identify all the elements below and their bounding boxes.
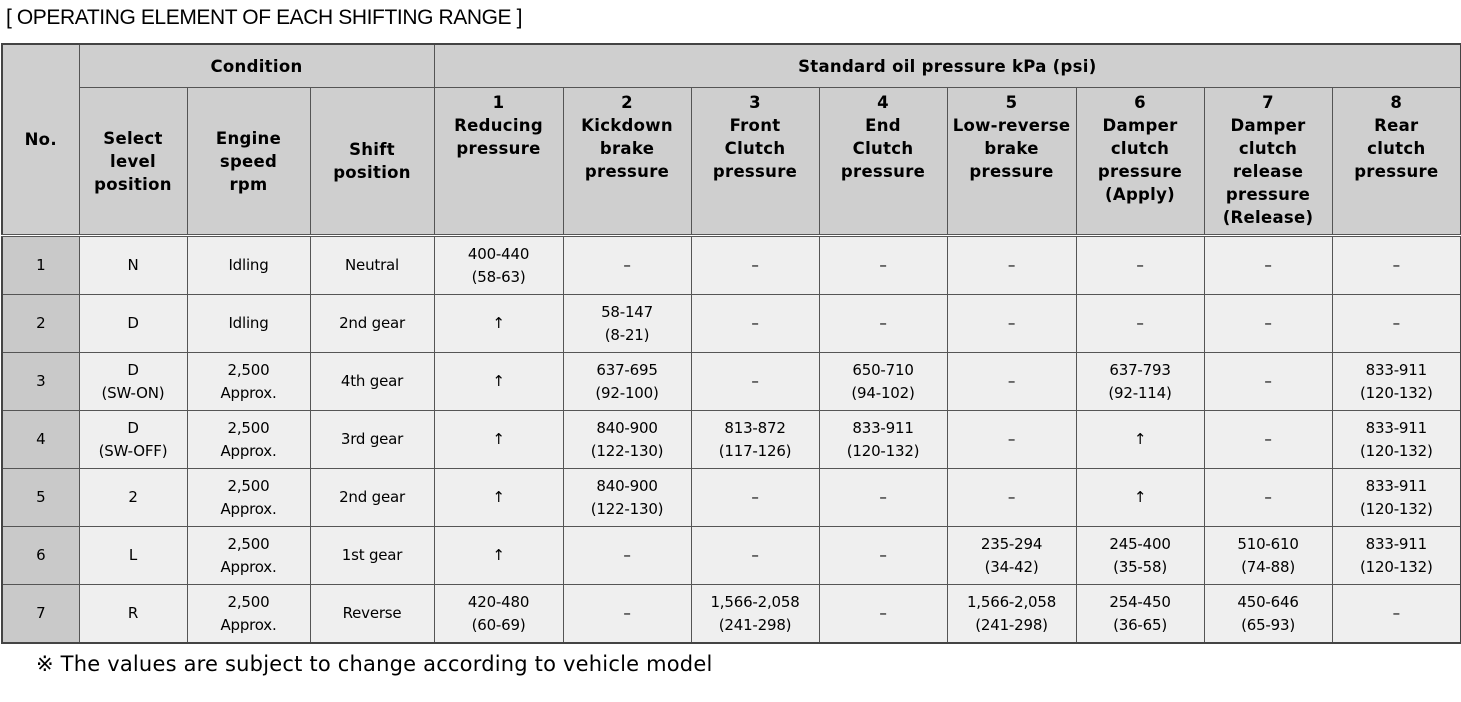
cell-line: (122-130)	[590, 441, 664, 460]
front-clutch-pressure-cell	[691, 469, 819, 527]
cell-line: Idling	[228, 256, 269, 274]
kickdown-brake-pressure-cell	[563, 469, 691, 527]
shift-position-cell: 2nd gear	[310, 469, 434, 527]
damper-clutch-apply-pressure-cell	[1076, 469, 1204, 527]
damper-clutch-release-pressure-cell	[1204, 295, 1332, 353]
row-number: 7	[2, 585, 79, 644]
rear-clutch-pressure-cell	[1332, 469, 1461, 527]
damper-clutch-apply-pressure-cell	[1076, 411, 1204, 469]
front-clutch-pressure-cell	[691, 527, 819, 585]
select-level-position-cell	[79, 236, 187, 295]
cell-line: Clutch	[852, 139, 914, 158]
cell-line: –	[1264, 430, 1272, 448]
select-level-position-cell	[79, 585, 187, 644]
cell-line: (35-58)	[1113, 557, 1167, 576]
cell-line: –	[751, 488, 759, 506]
reducing-pressure-cell	[434, 353, 563, 411]
cell-line: (94-102)	[851, 383, 915, 402]
cell-line: 420-480	[467, 592, 530, 611]
shift-position-cell: 3rd gear	[310, 411, 434, 469]
low-reverse-brake-pressure-cell	[947, 411, 1076, 469]
cell-line: –	[1392, 314, 1400, 332]
cell-line: –	[751, 314, 759, 332]
end-clutch-pressure-cell	[819, 527, 947, 585]
cell-line: pressure	[840, 162, 926, 181]
header-condition: Condition	[79, 44, 434, 88]
header-end-clutch-pressure	[819, 88, 947, 236]
header-engine-speed	[187, 88, 310, 236]
engine-speed-cell	[187, 236, 310, 295]
cell-line: Rear	[1374, 116, 1419, 135]
damper-clutch-release-pressure-cell	[1204, 411, 1332, 469]
low-reverse-brake-pressure-cell	[947, 295, 1076, 353]
cell-line: 840-900	[596, 418, 658, 437]
cell-line: 637-695	[596, 360, 658, 379]
cell-line: brake	[984, 139, 1039, 158]
footnote: ※ The values are subject to change according to vehicle model	[36, 652, 713, 676]
cell-line: pressure	[584, 162, 670, 181]
cell-line: (117-126)	[718, 441, 792, 460]
cell-line: R	[127, 604, 139, 622]
reducing-pressure-cell	[434, 527, 563, 585]
kickdown-brake-pressure-cell	[563, 585, 691, 644]
cell-line: rpm	[229, 174, 268, 194]
kickdown-brake-pressure-cell	[563, 236, 691, 295]
reducing-pressure-cell	[434, 295, 563, 353]
table-row	[2, 469, 1461, 527]
damper-clutch-release-pressure-cell	[1204, 353, 1332, 411]
header-front-clutch-pressure	[691, 88, 819, 236]
cell-line: (92-114)	[1108, 383, 1172, 402]
cell-line: Approx.	[220, 441, 277, 460]
table-row	[2, 411, 1461, 469]
row-number: 2	[2, 295, 79, 353]
damper-clutch-apply-pressure-cell	[1076, 353, 1204, 411]
damper-clutch-apply-pressure-cell	[1076, 236, 1204, 295]
cell-line: 6	[1134, 93, 1146, 112]
cell-line: –	[879, 546, 887, 564]
engine-speed-cell	[187, 469, 310, 527]
rear-clutch-pressure-cell	[1332, 236, 1461, 295]
select-level-position-cell	[79, 411, 187, 469]
cell-line: pressure	[1354, 162, 1439, 181]
shift-position-cell: Reverse	[310, 585, 434, 644]
engine-speed-cell	[187, 353, 310, 411]
damper-clutch-apply-pressure-cell	[1076, 295, 1204, 353]
header-kickdown-brake-pressure	[563, 88, 691, 236]
cell-line: speed	[219, 151, 278, 171]
kickdown-brake-pressure-cell	[563, 527, 691, 585]
header-standard-oil-pressure: Standard oil pressure kPa (psi)	[434, 44, 1461, 88]
cell-line: 400-440	[467, 244, 530, 263]
rear-clutch-pressure-cell	[1332, 411, 1461, 469]
shift-position-cell: 4th gear	[310, 353, 434, 411]
cell-line: N	[127, 256, 139, 274]
cell-line: Shift	[349, 140, 395, 159]
shift-position-cell: Neutral	[310, 236, 434, 295]
cell-line: –	[1264, 256, 1272, 274]
cell-line: –	[1136, 256, 1144, 274]
engine-speed-cell	[187, 411, 310, 469]
select-level-position-cell	[79, 469, 187, 527]
cell-line: 2,500	[227, 418, 270, 437]
cell-line: pressure	[969, 162, 1054, 181]
cell-line: –	[1264, 314, 1272, 332]
low-reverse-brake-pressure-cell	[947, 353, 1076, 411]
cell-line: ↑	[492, 546, 505, 564]
cell-line: position	[333, 163, 411, 182]
cell-line: 254-450	[1109, 592, 1171, 611]
cell-line: –	[879, 256, 887, 274]
cell-line: 58-147	[601, 302, 653, 321]
end-clutch-pressure-cell	[819, 353, 947, 411]
cell-line: Approx.	[220, 557, 277, 576]
cell-line: 833-911	[1365, 534, 1427, 553]
cell-line: 2	[128, 488, 138, 506]
low-reverse-brake-pressure-cell	[947, 527, 1076, 585]
cell-line: Low-reverse	[952, 116, 1071, 135]
cell-line: 1,566-2,058	[966, 592, 1057, 611]
cell-line: position	[94, 174, 172, 194]
engine-speed-cell	[187, 295, 310, 353]
reducing-pressure-cell	[434, 411, 563, 469]
cell-line: ↑	[492, 372, 505, 390]
cell-line: 833-911	[1365, 418, 1427, 437]
cell-line: 637-793	[1109, 360, 1171, 379]
cell-line: ↑	[1133, 488, 1147, 506]
cell-line: ↑	[1133, 430, 1147, 448]
cell-line: –	[623, 256, 631, 274]
page-title: [ OPERATING ELEMENT OF EACH SHIFTING RANGE ]	[6, 6, 523, 29]
cell-line: 510-610	[1237, 534, 1299, 553]
row-number: 1	[2, 236, 79, 295]
cell-line: clutch	[1110, 139, 1170, 158]
cell-line: –	[879, 488, 887, 506]
reducing-pressure-cell	[434, 585, 563, 644]
end-clutch-pressure-cell	[819, 295, 947, 353]
cell-line: –	[1264, 372, 1272, 390]
row-number: 3	[2, 353, 79, 411]
cell-line: Approx.	[220, 383, 277, 402]
front-clutch-pressure-cell	[691, 585, 819, 644]
cell-line: (60-69)	[471, 615, 526, 634]
cell-line: 2,500	[227, 476, 270, 495]
engine-speed-cell	[187, 585, 310, 644]
low-reverse-brake-pressure-cell	[947, 585, 1076, 644]
cell-line: 813-872	[724, 418, 786, 437]
cell-line: 1	[492, 93, 505, 112]
cell-line: –	[1007, 314, 1016, 332]
cell-line: Damper	[1102, 116, 1178, 135]
cell-line: Idling	[228, 314, 269, 332]
cell-line: –	[623, 604, 631, 622]
damper-clutch-apply-pressure-cell	[1076, 527, 1204, 585]
cell-line: release	[1232, 162, 1304, 181]
header-no: No.	[2, 44, 79, 236]
cell-line: Approx.	[220, 615, 277, 634]
select-level-position-cell	[79, 295, 187, 353]
cell-line: (120-132)	[846, 441, 920, 460]
table-row	[2, 585, 1461, 644]
low-reverse-brake-pressure-cell	[947, 469, 1076, 527]
cell-line: 8	[1390, 93, 1403, 112]
cell-line: D	[127, 314, 139, 332]
cell-line: (Apply)	[1105, 185, 1176, 204]
cell-line: Damper	[1230, 116, 1306, 135]
cell-line: 833-911	[1365, 360, 1427, 379]
low-reverse-brake-pressure-cell	[947, 236, 1076, 295]
cell-line: (241-298)	[718, 615, 792, 634]
cell-line: (122-130)	[590, 499, 664, 518]
front-clutch-pressure-cell	[691, 353, 819, 411]
row-number: 6	[2, 527, 79, 585]
cell-line: (120-132)	[1360, 441, 1433, 460]
front-clutch-pressure-cell	[691, 411, 819, 469]
kickdown-brake-pressure-cell	[563, 411, 691, 469]
cell-line: (Release)	[1222, 208, 1314, 227]
cell-line: –	[751, 546, 759, 564]
cell-line: pressure	[456, 139, 541, 158]
engine-speed-cell	[187, 527, 310, 585]
cell-line: –	[1136, 314, 1144, 332]
cell-line: pressure	[712, 162, 798, 181]
front-clutch-pressure-cell	[691, 236, 819, 295]
cell-line: Approx.	[220, 499, 277, 518]
cell-line: (120-132)	[1360, 499, 1433, 518]
cell-line: (SW-ON)	[101, 383, 165, 402]
cell-line: –	[623, 546, 631, 564]
cell-line: Clutch	[724, 139, 786, 158]
cell-line: –	[879, 314, 887, 332]
rear-clutch-pressure-cell	[1332, 295, 1461, 353]
cell-line: (34-42)	[984, 557, 1039, 576]
cell-line: –	[1007, 430, 1016, 448]
cell-line: 4	[877, 93, 889, 112]
select-level-position-cell	[79, 527, 187, 585]
cell-line: ↑	[492, 314, 505, 332]
cell-line: (58-63)	[471, 267, 526, 286]
header-damper-clutch-pressure-apply	[1076, 88, 1204, 236]
damper-clutch-release-pressure-cell	[1204, 469, 1332, 527]
table-body	[2, 236, 1461, 644]
cell-line: (120-132)	[1360, 557, 1433, 576]
cell-line: L	[128, 546, 138, 564]
cell-line: ↑	[492, 488, 505, 506]
shift-position-cell: 2nd gear	[310, 295, 434, 353]
row-number: 4	[2, 411, 79, 469]
cell-line: (36-65)	[1113, 615, 1167, 634]
cell-line: 2,500	[227, 360, 270, 379]
pressure-table	[1, 43, 1461, 644]
cell-line: 650-710	[852, 360, 914, 379]
cell-line: pressure	[1097, 162, 1183, 181]
header-shift-position	[310, 88, 434, 236]
header-low-reverse-brake-pressure	[947, 88, 1076, 236]
cell-line: –	[1007, 488, 1016, 506]
cell-line: –	[1007, 256, 1016, 274]
cell-line: Select	[103, 128, 163, 148]
cell-line: 235-294	[980, 534, 1043, 553]
cell-line: Kickdown	[581, 116, 673, 135]
front-clutch-pressure-cell	[691, 295, 819, 353]
cell-line: –	[751, 256, 759, 274]
damper-clutch-release-pressure-cell	[1204, 527, 1332, 585]
header-reducing-pressure	[434, 88, 563, 236]
cell-line: 450-646	[1237, 592, 1299, 611]
damper-clutch-release-pressure-cell	[1204, 585, 1332, 644]
cell-line: 3	[749, 93, 761, 112]
pressure-table-container	[1, 43, 1461, 644]
cell-line: 7	[1262, 93, 1274, 112]
cell-line: 2	[621, 93, 633, 112]
cell-line: D	[127, 418, 139, 437]
cell-line: 2,500	[227, 534, 270, 553]
kickdown-brake-pressure-cell	[563, 353, 691, 411]
cell-line: –	[1264, 488, 1272, 506]
cell-line: level	[110, 151, 156, 171]
cell-line: 833-911	[1365, 476, 1427, 495]
shift-position-cell: 1st gear	[310, 527, 434, 585]
cell-line: 245-400	[1109, 534, 1171, 553]
cell-line: –	[1007, 372, 1016, 390]
header-rear-clutch-pressure	[1332, 88, 1461, 236]
cell-line: clutch	[1238, 139, 1298, 158]
cell-line: 1,566-2,058	[710, 592, 800, 611]
select-level-position-cell	[79, 353, 187, 411]
table-row	[2, 527, 1461, 585]
rear-clutch-pressure-cell	[1332, 585, 1461, 644]
end-clutch-pressure-cell	[819, 411, 947, 469]
cell-line: (74-88)	[1241, 557, 1295, 576]
cell-line: (241-298)	[975, 615, 1048, 634]
end-clutch-pressure-cell	[819, 236, 947, 295]
cell-line: –	[1392, 604, 1400, 622]
cell-line: clutch	[1367, 139, 1426, 158]
cell-line: (SW-OFF)	[98, 441, 168, 460]
table-row	[2, 295, 1461, 353]
damper-clutch-release-pressure-cell	[1204, 236, 1332, 295]
cell-line: (8-21)	[604, 325, 650, 344]
cell-line: (92-100)	[595, 383, 659, 402]
cell-line: Engine	[215, 128, 282, 148]
header-select-level-position	[79, 88, 187, 236]
cell-line: 5	[1005, 93, 1018, 112]
header-damper-clutch-release-pressure	[1204, 88, 1332, 236]
reducing-pressure-cell	[434, 236, 563, 295]
cell-line: End	[865, 116, 901, 135]
cell-line: –	[1392, 256, 1400, 274]
cell-line: –	[879, 604, 887, 622]
cell-line: (120-132)	[1360, 383, 1433, 402]
kickdown-brake-pressure-cell	[563, 295, 691, 353]
cell-line: 2,500	[227, 592, 270, 611]
damper-clutch-apply-pressure-cell	[1076, 585, 1204, 644]
cell-line: D	[127, 360, 139, 379]
cell-line: ↑	[492, 430, 505, 448]
rear-clutch-pressure-cell	[1332, 527, 1461, 585]
end-clutch-pressure-cell	[819, 585, 947, 644]
cell-line: Front	[729, 116, 781, 135]
row-number: 5	[2, 469, 79, 527]
end-clutch-pressure-cell	[819, 469, 947, 527]
reducing-pressure-cell	[434, 469, 563, 527]
rear-clutch-pressure-cell	[1332, 353, 1461, 411]
cell-line: brake	[599, 139, 655, 158]
table-row	[2, 353, 1461, 411]
cell-line: pressure	[1225, 185, 1311, 204]
cell-line: (65-93)	[1241, 615, 1295, 634]
cell-line: 833-911	[852, 418, 914, 437]
cell-line: 840-900	[596, 476, 658, 495]
cell-line: Reducing	[454, 116, 543, 135]
cell-line: –	[751, 372, 759, 390]
table-row	[2, 236, 1461, 295]
